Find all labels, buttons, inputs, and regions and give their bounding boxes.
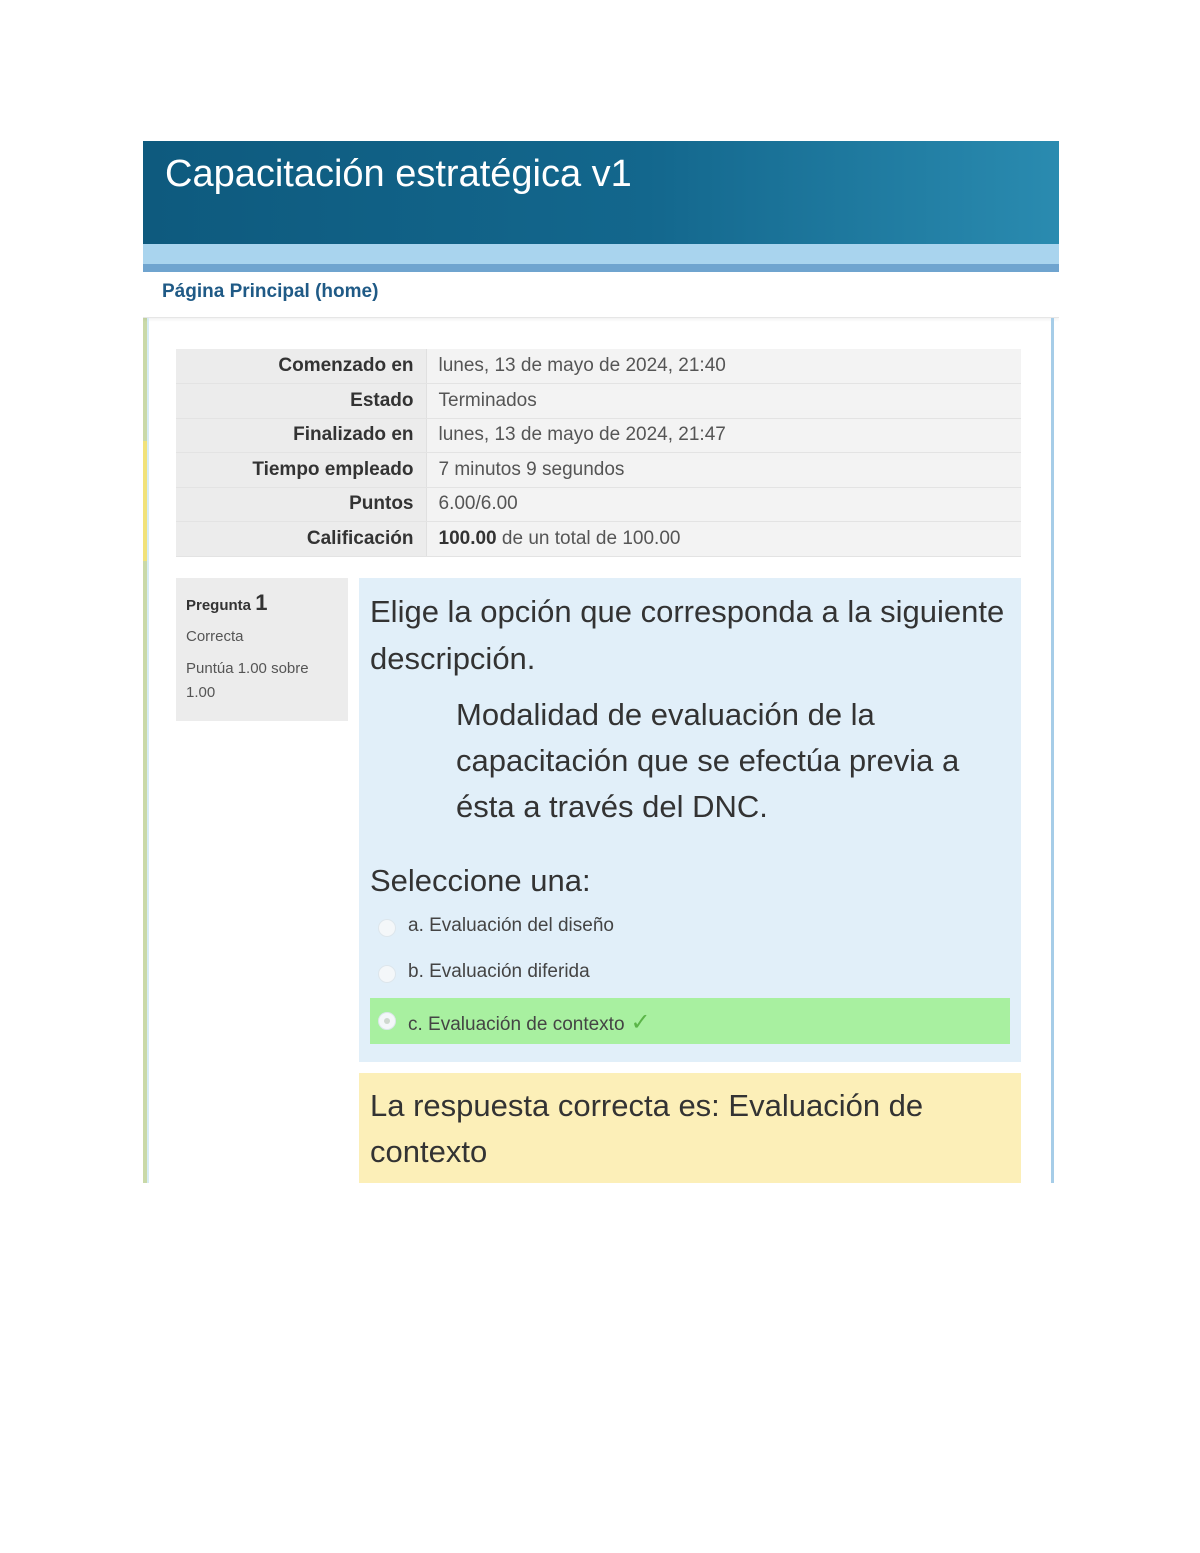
table-row <box>176 349 1021 384</box>
question-number-value: 1 <box>255 590 268 615</box>
check-icon: ✓ <box>630 1009 651 1036</box>
summary-label: Estado <box>176 384 426 419</box>
table-row <box>176 418 1021 453</box>
summary-value: lunes, 13 de mayo de 2024, 21:40 <box>426 349 1021 384</box>
summary-value: lunes, 13 de mayo de 2024, 21:47 <box>426 418 1021 453</box>
content-border-right <box>1051 318 1054 1183</box>
table-row <box>176 487 1021 522</box>
option-label: c. Evaluación de contexto <box>408 1014 625 1035</box>
question-info <box>176 578 348 721</box>
table-row <box>176 453 1021 488</box>
question-prompt: Elige la opción que corresponda a la siguiente descripción. <box>370 594 1005 676</box>
summary-label: Puntos <box>176 487 426 522</box>
summary-value: 7 minutos 9 segundos <box>426 453 1021 488</box>
correct-answer-feedback <box>359 1073 1021 1183</box>
grade-total: de un total de 100.00 <box>501 527 681 549</box>
answer-option-c[interactable] <box>370 998 1010 1044</box>
radio-button-a[interactable] <box>378 919 396 937</box>
question-description: Modalidad de evaluación de la capacitación que se efectúa previa a ésta a través del DNC. <box>456 697 960 824</box>
quiz-review-page <box>143 141 1059 1183</box>
radio-button-c[interactable] <box>378 1012 396 1030</box>
course-title: Capacitación estratégica v1 <box>165 153 632 195</box>
course-header <box>143 141 1059 244</box>
content-border-left <box>147 318 149 1183</box>
answer-option-a[interactable] <box>370 905 1010 951</box>
breadcrumb-home-link[interactable]: Página Principal (home) <box>162 281 379 302</box>
summary-value <box>426 522 1021 557</box>
question-content <box>359 578 1021 1062</box>
select-one-label: Seleccione una: <box>370 863 591 898</box>
option-label: b. Evaluación diferida <box>408 961 590 982</box>
summary-label: Finalizado en <box>176 418 426 453</box>
summary-label: Calificación <box>176 522 426 557</box>
summary-label: Comenzado en <box>176 349 426 384</box>
question-grade: Puntúa 1.00 sobre 1.00 <box>186 660 309 701</box>
summary-value: Terminados <box>426 384 1021 419</box>
table-row <box>176 384 1021 419</box>
option-label-wrap <box>408 1008 651 1037</box>
answer-option-b[interactable] <box>370 951 1010 997</box>
summary-value: 6.00/6.00 <box>426 487 1021 522</box>
header-stripe-light <box>143 244 1059 264</box>
attempt-summary-table <box>176 349 1021 557</box>
summary-label: Tiempo empleado <box>176 453 426 488</box>
question-state: Correcta <box>186 628 244 645</box>
table-row <box>176 522 1021 557</box>
question-prefix: Pregunta <box>186 597 252 614</box>
radio-button-b[interactable] <box>378 965 396 983</box>
feedback-text: La respuesta correcta es: Evaluación de contexto <box>370 1088 924 1169</box>
option-label: a. Evaluación del diseño <box>408 915 614 936</box>
header-stripe-dark <box>143 264 1059 272</box>
grade-score: 100.00 <box>438 527 497 549</box>
navbar <box>143 272 1059 318</box>
question-number <box>186 590 338 616</box>
